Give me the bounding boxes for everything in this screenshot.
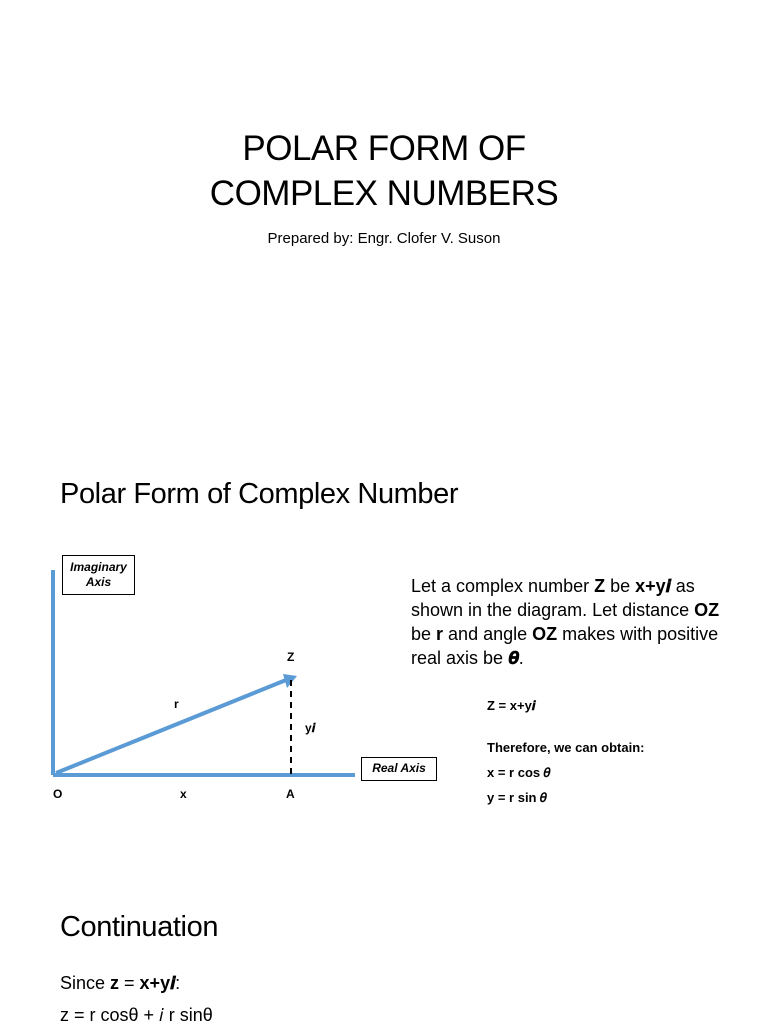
since-i: 𝒊	[170, 973, 176, 993]
imaginary-axis-label	[62, 555, 135, 595]
equation-therefore: Therefore, we can obtain:	[487, 740, 645, 755]
continuation-slide	[0, 895, 768, 1024]
z-equation: z = r cosθ + 𝑖 r sinθ	[60, 1005, 213, 1025]
desc-xyi	[635, 576, 671, 596]
yi-label	[305, 721, 315, 736]
since-z: z	[110, 973, 120, 993]
real-axis-label: Real Axis	[361, 757, 437, 781]
description-text	[411, 574, 741, 670]
imaginary-axis-label-line2: Axis	[85, 575, 112, 589]
desc-part: .	[518, 648, 524, 668]
since-xy: x+y	[139, 973, 171, 993]
desc-part: be	[605, 576, 636, 596]
imaginary-axis-label-line1: Imaginary	[70, 560, 127, 574]
subtitle: Prepared by: Engr. Clofer V. Suson	[267, 230, 501, 247]
point-o-label: O	[53, 787, 63, 801]
slide-heading: Continuation	[60, 911, 219, 943]
equation-x: x = r cos 𝜃	[487, 765, 551, 780]
desc-theta: 𝜽	[508, 648, 519, 668]
since-xyi	[140, 973, 176, 993]
yi-label-y: y	[305, 721, 312, 735]
desc-xy: x+y	[635, 576, 666, 596]
vector-oz	[56, 680, 286, 773]
desc-part: be	[411, 624, 437, 644]
desc-i: 𝒊	[665, 576, 671, 596]
title-line-1: POLAR FORM OF	[242, 129, 526, 168]
since-text	[60, 973, 180, 994]
polar-form-slide	[0, 460, 768, 860]
desc-part: Let a complex number	[411, 576, 595, 596]
x-label: x	[180, 787, 187, 801]
title-line-2: COMPLEX NUMBERS	[209, 174, 559, 213]
equation-z: Z = x+y𝒊	[487, 698, 536, 713]
since-part: :	[175, 973, 181, 993]
yi-label-i: 𝒊	[311, 721, 316, 735]
since-part: =	[119, 973, 140, 993]
slide-heading: Polar Form of Complex Number	[60, 478, 459, 510]
r-label: r	[174, 697, 179, 711]
desc-oz2: OZ	[532, 624, 558, 644]
desc-part: makes with positive real axis be	[411, 624, 719, 668]
desc-part: and angle	[443, 624, 533, 644]
desc-z: Z	[594, 576, 606, 596]
title-slide	[0, 0, 768, 440]
point-a-label: A	[286, 787, 295, 801]
desc-r: r	[436, 624, 444, 644]
equation-y: y = r sin 𝜃	[487, 790, 547, 805]
desc-oz: OZ	[694, 600, 720, 620]
desc-part: as shown in the diagram. Let distance	[411, 576, 695, 620]
since-part: Since	[60, 973, 111, 993]
point-z-label: Z	[287, 650, 295, 664]
